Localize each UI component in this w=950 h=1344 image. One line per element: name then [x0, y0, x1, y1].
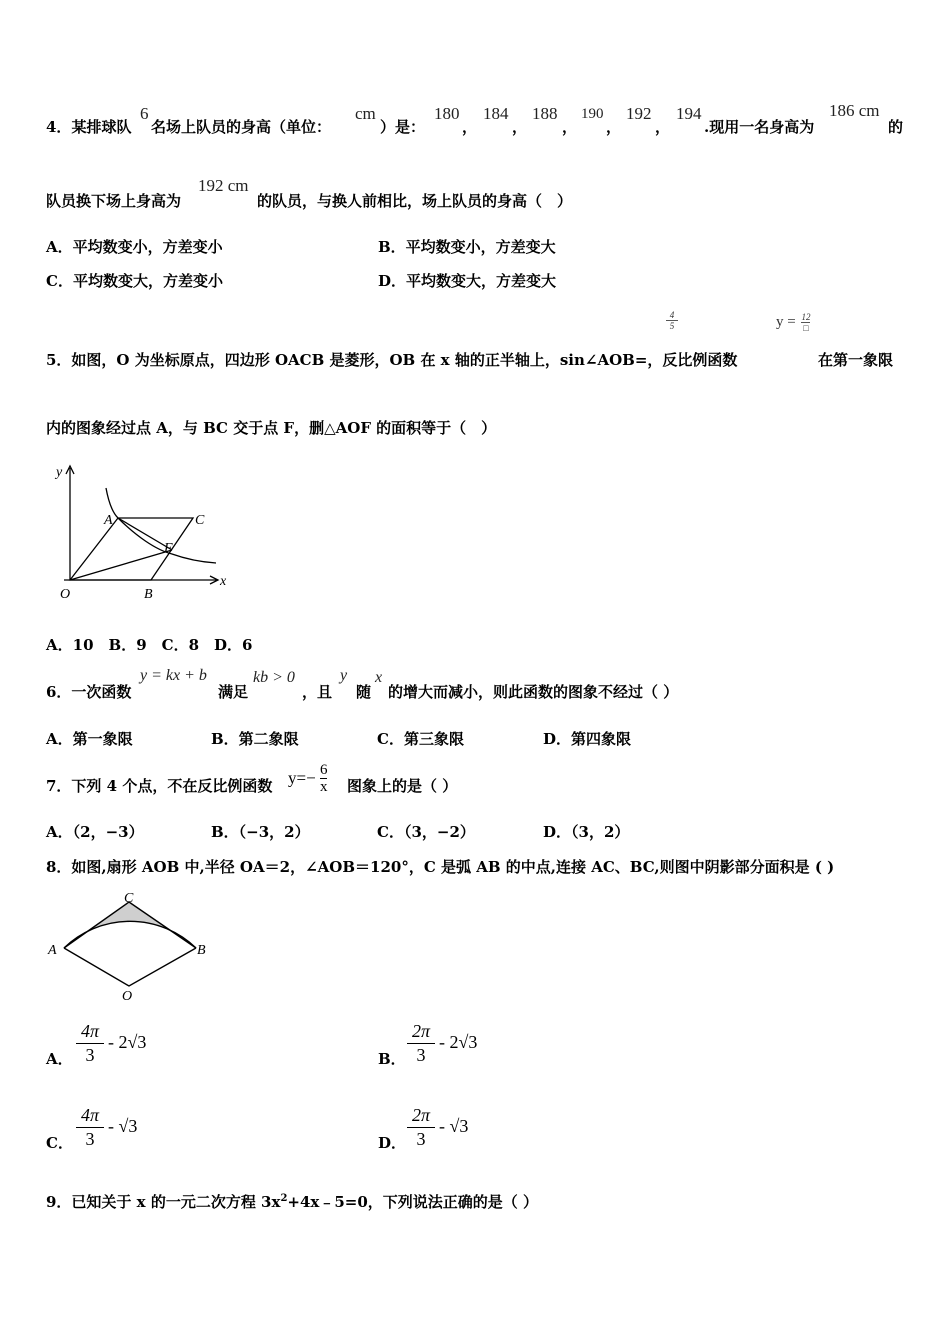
- frac-num: 2π: [411, 1105, 431, 1125]
- label-y: y: [56, 465, 63, 480]
- q5-tail: 在第一象限: [818, 351, 894, 369]
- q8-option-b[interactable]: B．: [378, 1050, 406, 1068]
- rhombus-oacb: [70, 518, 193, 580]
- q7-func-num: 6: [319, 762, 328, 778]
- frac-bar: [76, 1127, 104, 1128]
- label-x: x: [220, 574, 227, 589]
- q6-y: y: [340, 667, 348, 684]
- q5-function: [776, 312, 810, 333]
- segment-of: [70, 550, 172, 580]
- q5-func-y: y =: [776, 313, 796, 330]
- frac-bar: [76, 1043, 104, 1044]
- expr-rest: - √3: [108, 1116, 138, 1136]
- q7-option-d[interactable]: D．（3，2）: [543, 823, 630, 841]
- q5-func-num: 12: [801, 312, 811, 322]
- label-a: A: [104, 513, 113, 528]
- q9-text-1: 9．已知关于 x 的一元二次方程 3x: [46, 1193, 281, 1211]
- label-o: O: [60, 587, 71, 602]
- q6-option-b[interactable]: B．第二象限: [211, 730, 299, 748]
- q5-line1: 5．如图，O 为坐标原点，四边形 OACB 是菱形，OB 在 x 轴的正半轴上，sin∠AOB=，反比例函数: [46, 351, 738, 369]
- q4-text-1: 某排球队: [71, 118, 132, 136]
- q4-h1: 180: [434, 104, 460, 123]
- q7-text-2: 图象上的是（ ）: [347, 777, 458, 795]
- frac-den: 3: [85, 1129, 95, 1149]
- q4-text-5: 的: [888, 118, 904, 136]
- q8-text: 8．如图,扇形 AOB 中,半径 OA＝2，∠AOB＝120°，C 是弧 AB 的中点,连接 AC、BC,则图中阴影部分面积是 ( ): [46, 858, 835, 876]
- q4-h5: 192: [626, 104, 652, 123]
- q8-option-a[interactable]: A．: [46, 1050, 73, 1068]
- label-c: C: [195, 513, 205, 528]
- q9-text: [46, 1191, 538, 1212]
- label-b: B: [197, 943, 206, 958]
- q7-function: [288, 762, 327, 795]
- q9-sup: 2: [280, 1193, 288, 1204]
- q4-h6: 194: [676, 104, 702, 123]
- q4-number: 4．: [46, 118, 72, 136]
- frac-bar: [407, 1043, 435, 1044]
- q6-text-4: 随: [356, 683, 372, 701]
- label-c: C: [124, 891, 134, 906]
- label-f: F: [164, 541, 173, 556]
- frac-den: 3: [416, 1045, 426, 1065]
- shaded-region: [64, 902, 196, 948]
- q4-comma: ，: [562, 118, 578, 136]
- q4-comma: ，: [655, 118, 671, 136]
- q5-figure: [46, 458, 236, 608]
- q7-option-a[interactable]: A．（2，−3）: [46, 823, 144, 841]
- q6-text-2: 满足: [218, 683, 249, 701]
- q4-option-d[interactable]: D．平均数变大，方差变大: [378, 272, 557, 290]
- q8-option-c[interactable]: C．: [46, 1134, 73, 1152]
- radii-oa-ob: [64, 948, 196, 986]
- frac-den: 3: [85, 1045, 95, 1065]
- q6-func: y = kx + b: [140, 667, 207, 684]
- q4-n6: 6: [140, 104, 149, 123]
- q5-func-den: □: [803, 323, 809, 333]
- q7-text-1: 7．下列 4 个点，不在反比例函数: [46, 777, 273, 795]
- q4-option-b[interactable]: B．平均数变小，方差变大: [378, 238, 556, 256]
- q9-text-2: +4x﹣5=0，下列说法正确的是（ ）: [287, 1193, 539, 1211]
- q4-comma: ，: [462, 118, 478, 136]
- frac-num: 2π: [411, 1021, 431, 1041]
- q6-x: x: [375, 669, 383, 686]
- expr-rest: - √3: [439, 1116, 469, 1136]
- q6-option-c[interactable]: C．第三象限: [377, 730, 464, 748]
- q5-frac-den: 5: [666, 320, 678, 331]
- q5-options[interactable]: A．10 B．9 C．8 D．6: [46, 636, 253, 654]
- q8-option-d[interactable]: D．: [378, 1134, 407, 1152]
- q7-option-b[interactable]: B．（−3，2）: [211, 823, 310, 841]
- q6-text-3: ，且: [302, 683, 333, 701]
- q4-unit: cm: [355, 104, 376, 123]
- q6-text-5: 的增大而减小，则此函数的图象不经过（ ）: [388, 683, 679, 701]
- q4-line1: [46, 116, 131, 137]
- q6-option-a[interactable]: A．第一象限: [46, 730, 133, 748]
- frac-num: 4π: [80, 1021, 100, 1041]
- q4-h3: 188: [532, 104, 558, 123]
- q6-text-1: 6．一次函数: [46, 683, 132, 701]
- q4-comma: ，: [606, 118, 622, 136]
- q8-figure: [44, 890, 214, 1005]
- q4-text-7: 的队员，与换人前相比，场上队员的身高（ ）: [257, 192, 573, 210]
- label-o: O: [122, 989, 133, 1004]
- q4-h2: 184: [483, 104, 509, 123]
- q4-text-4: .现用一名身高为: [704, 118, 815, 136]
- expr-rest: - 2√3: [108, 1032, 147, 1052]
- q4-h4: 190: [581, 106, 604, 122]
- q7-func-den: x: [319, 779, 328, 795]
- q4-text-3: ）是：: [380, 118, 426, 136]
- q4-option-c[interactable]: C．平均数变大，方差变小: [46, 272, 223, 290]
- q6-cond: kb > 0: [253, 669, 295, 686]
- q4-option-a[interactable]: A．平均数变小，方差变小: [46, 238, 223, 256]
- frac-bar: [407, 1127, 435, 1128]
- label-b: B: [144, 587, 153, 602]
- frac-den: 3: [416, 1129, 426, 1149]
- label-a: A: [48, 943, 57, 958]
- q5-line2: 内的图象经过点 A，与 BC 交于点 F，删△AOF 的面积等于（ ）: [46, 419, 497, 437]
- expr-rest: - 2√3: [439, 1032, 478, 1052]
- frac-num: 4π: [80, 1105, 100, 1125]
- q7-option-c[interactable]: C．（3，−2）: [377, 823, 475, 841]
- q5-sin-fraction: [666, 310, 678, 331]
- q4-text-6: 队员换下场上身高为: [46, 192, 182, 210]
- q4-comma: ，: [512, 118, 528, 136]
- q6-option-d[interactable]: D．第四象限: [543, 730, 632, 748]
- q4-new-height: 186 cm: [829, 101, 880, 120]
- q4-text-2: 名场上队员的身高（单位：: [151, 118, 332, 136]
- q4-old-height: 192 cm: [198, 176, 249, 195]
- q5-frac-num: 4: [669, 310, 675, 320]
- q7-func-y: y=−: [288, 768, 316, 788]
